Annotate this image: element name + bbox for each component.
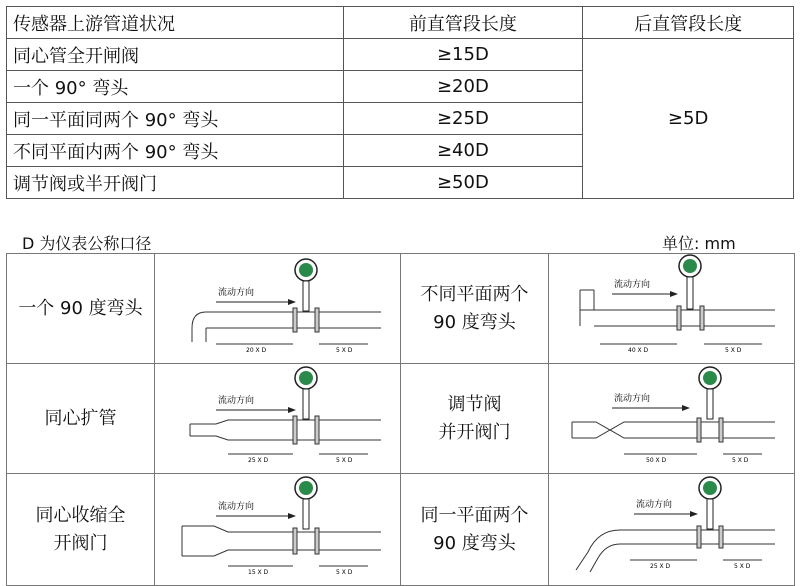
downstream-dimension: 5 X D: [724, 347, 741, 354]
pipe: [182, 526, 381, 556]
row-upstream: ≥50D: [343, 167, 583, 199]
downstream-dimension: 5 X D: [335, 347, 352, 354]
row-upstream: ≥15D: [343, 39, 583, 71]
diagram-concentric-reducer: [156, 474, 400, 580]
header-upstream: 前直管段长度: [343, 7, 583, 39]
row-condition: 一个 90° 弯头: [7, 71, 344, 103]
row-upstream: ≥25D: [343, 103, 583, 135]
flow-direction-label: 流动方向: [613, 280, 650, 290]
flowmeter-icon: [295, 367, 317, 419]
upstream-dimension: 20 X D: [245, 347, 266, 354]
label-line: 同心扩管: [44, 407, 117, 429]
diagram-single-elbow: [156, 254, 400, 358]
unit-note: 单位: mm: [662, 234, 736, 253]
table-header-row: [7, 7, 794, 39]
diagram-cell: [549, 364, 795, 474]
diagram-control-valve: [550, 364, 794, 468]
label-cell: [7, 474, 155, 586]
diagram-two-elbows-different-planes: [550, 254, 794, 358]
flow-direction-label: 流动方向: [613, 394, 650, 404]
row-condition: 不同平面内两个 90° 弯头: [7, 135, 344, 167]
downstream-value: ≥5D: [583, 39, 794, 199]
downstream-dimension: 5 X D: [335, 569, 352, 576]
upstream-dimension: 40 X D: [627, 347, 648, 354]
table-row: [7, 39, 794, 71]
installation-diagram-grid: [6, 253, 795, 586]
label-line: 开阀门: [53, 532, 108, 554]
pipe: [190, 420, 381, 440]
label-cell: [7, 364, 155, 474]
elbow: [192, 312, 206, 342]
pipe-with-valve: [572, 422, 775, 438]
flow-direction-label: 流动方向: [635, 500, 672, 510]
label-line: 调节阀: [447, 393, 502, 415]
downstream-dimension: 5 X D: [731, 457, 748, 464]
header-downstream: 后直管段长度: [583, 7, 794, 39]
diagram-two-elbows-same-plane: [550, 474, 794, 580]
label-line: 同心收缩全: [35, 504, 126, 526]
flowmeter-icon: [295, 259, 317, 311]
flowmeter-icon: [295, 477, 317, 529]
row-condition: 同一平面同两个 90° 弯头: [7, 103, 344, 135]
upstream-dimension: 50 X D: [645, 457, 666, 464]
downstream-dimension: 5 X D: [733, 563, 750, 570]
label-cell: [401, 254, 549, 364]
diameter-note: D 为仪表公称口径: [22, 234, 152, 253]
diagram-cell: [155, 254, 401, 364]
label-line: 90 度弯头: [433, 532, 516, 554]
flow-direction-label: 流动方向: [217, 502, 254, 512]
label-cell: [401, 474, 549, 586]
label-line: 一个 90 度弯头: [18, 297, 143, 319]
flow-direction-label: 流动方向: [217, 396, 254, 406]
label-line: 同一平面两个: [420, 504, 529, 526]
upstream-dimension: 25 X D: [649, 563, 670, 570]
row-condition: 调节阀或半开阀门: [7, 167, 344, 199]
flowmeter-icon: [699, 367, 721, 419]
diagram-cell: [155, 364, 401, 474]
label-line: 90 度弯头: [433, 311, 516, 333]
label-line: 不同平面两个: [420, 283, 529, 305]
label-cell: [7, 254, 155, 364]
label-cell: [401, 364, 549, 474]
row-upstream: ≥40D: [343, 135, 583, 167]
row-upstream: ≥20D: [343, 71, 583, 103]
flowmeter-icon: [679, 255, 701, 309]
straight-pipe-table: [6, 6, 794, 199]
downstream-dimension: 5 X D: [335, 457, 352, 464]
diagram-cell: [549, 254, 795, 364]
diagram-cell: [155, 474, 401, 586]
row-condition: 同心管全开闸阀: [7, 39, 344, 71]
diagram-concentric-expander: [156, 364, 400, 468]
diagram-cell: [549, 474, 795, 586]
flowmeter-icon: [699, 477, 721, 529]
header-condition: 传感器上游管道状况: [7, 7, 344, 39]
upstream-dimension: 25 X D: [247, 457, 268, 464]
label-line: 并开阀门: [438, 421, 511, 443]
flow-direction-label: 流动方向: [217, 288, 254, 298]
upstream-dimension: 15 X D: [247, 569, 268, 576]
